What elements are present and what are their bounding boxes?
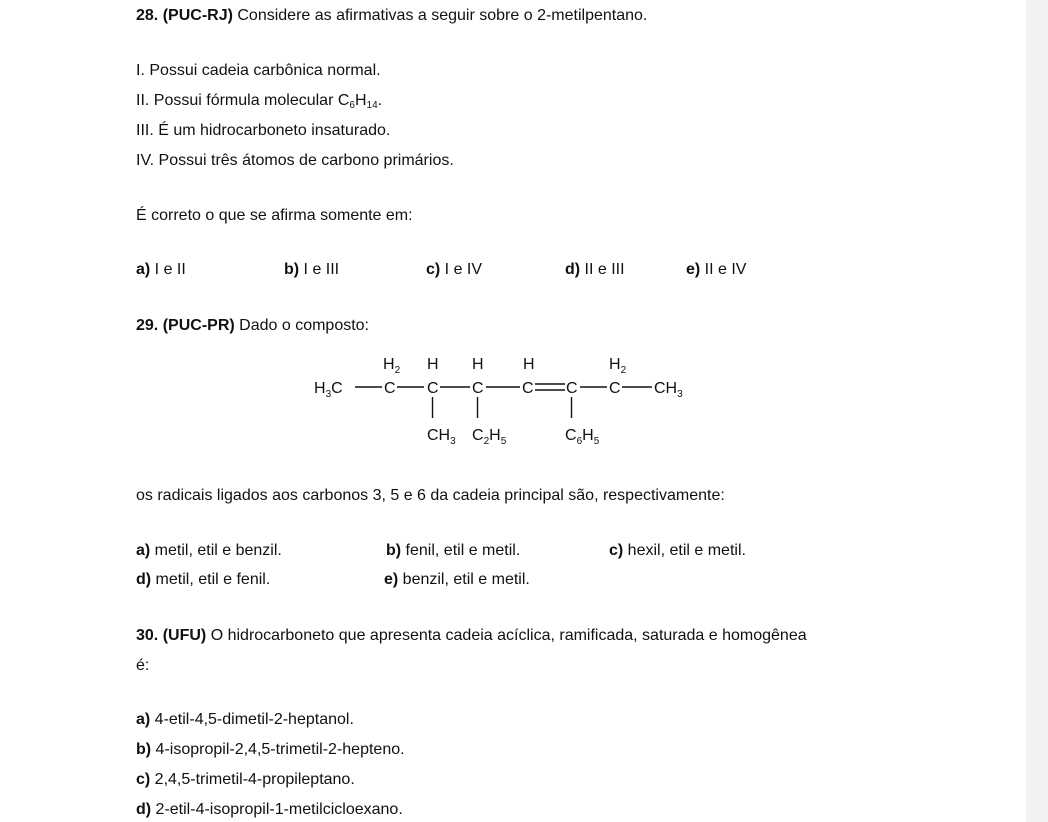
carbon-6: C	[566, 380, 578, 397]
q28-statement-2: II. Possui fórmula molecular $C_6H_{14}$.	[136, 92, 383, 111]
q28-statement-1: I. Possui cadeia carbônica normal.	[136, 62, 381, 79]
q29-stem: Dado o composto:	[234, 317, 369, 334]
q29-option-a: a) metil, etil e benzil.	[136, 542, 282, 559]
q30-stem-line-1: O hidrocarboneto que apresenta cadeia acíclica, ramificada, saturada e homogênea	[206, 627, 807, 644]
q28-option-d: d) II e III	[565, 261, 625, 278]
carbon-7-h2: $H_2$	[609, 356, 627, 376]
q29-option-c: c) hexil, etil e metil.	[609, 542, 746, 559]
c2h5-substituent: $C_2H_5$	[472, 427, 507, 447]
q30-option-b: b) 4-isopropil-2,4,5-trimetil-2-hepteno.	[136, 741, 405, 758]
q28-source: (PUC-RJ)	[162, 7, 233, 24]
structural-formula	[300, 350, 720, 450]
c6h5-substituent: $C_6H_5$	[565, 427, 600, 447]
q30-option-d: d) 2-etil-4-isopropil-1-metilcicloexano.	[136, 801, 403, 818]
q30-number: 30.	[136, 627, 159, 644]
ch3-end-group: $CH_3$	[654, 380, 683, 400]
q30-stem-line-2: é:	[136, 657, 150, 674]
q28-number: 28.	[136, 7, 159, 24]
q28-option-a: a) I e II	[136, 261, 186, 278]
q29-number: 29.	[136, 317, 159, 334]
q29-question: os radicais ligados aos carbonos 3, 5 e 6 da cadeia principal são, respectivamente:	[136, 487, 725, 504]
h3c-group: $H_3C$	[314, 380, 343, 400]
q28-option-e: e) II e IV	[686, 261, 747, 278]
carbon-3: C	[427, 380, 439, 397]
carbon-5: C	[522, 380, 534, 397]
q29-heading	[136, 316, 369, 335]
q28-statement-4: IV. Possui três átomos de carbono primários.	[136, 152, 454, 169]
q28-statement-3: III. É um hidrocarboneto insaturado.	[136, 122, 391, 139]
q30-option-c: c) 2,4,5-trimetil-4-propileptano.	[136, 771, 355, 788]
carbon-2-h2: $H_2$	[383, 356, 401, 376]
q29-source: (PUC-PR)	[162, 317, 235, 334]
carbon-3-h: H	[427, 356, 439, 373]
q29-option-d: d) metil, etil e fenil.	[136, 571, 271, 588]
q29-option-b: b) fenil, etil e metil.	[386, 542, 521, 559]
carbon-4-h: H	[472, 356, 484, 373]
vertical-scrollbar[interactable]	[1026, 0, 1048, 822]
q28-heading	[136, 6, 647, 25]
q30-option-a: a) 4-etil-4,5-dimetil-2-heptanol.	[136, 711, 354, 728]
q28-option-b: b) I e III	[284, 261, 340, 278]
carbon-7: C	[609, 380, 621, 397]
q30-heading	[136, 626, 807, 645]
q29-option-e: e) benzil, etil e metil.	[384, 571, 530, 588]
q28-stem: Considere as afirmativas a seguir sobre o 2-metilpentano.	[232, 7, 648, 24]
q28-option-c: c) I e IV	[426, 261, 483, 278]
carbon-2: C	[384, 380, 396, 397]
carbon-5-h: H	[523, 356, 535, 373]
carbon-4: C	[472, 380, 484, 397]
ch3-substituent: $CH_3$	[427, 427, 456, 447]
q30-source: (UFU)	[162, 627, 207, 644]
q28-prompt: É correto o que se afirma somente em:	[136, 207, 413, 224]
